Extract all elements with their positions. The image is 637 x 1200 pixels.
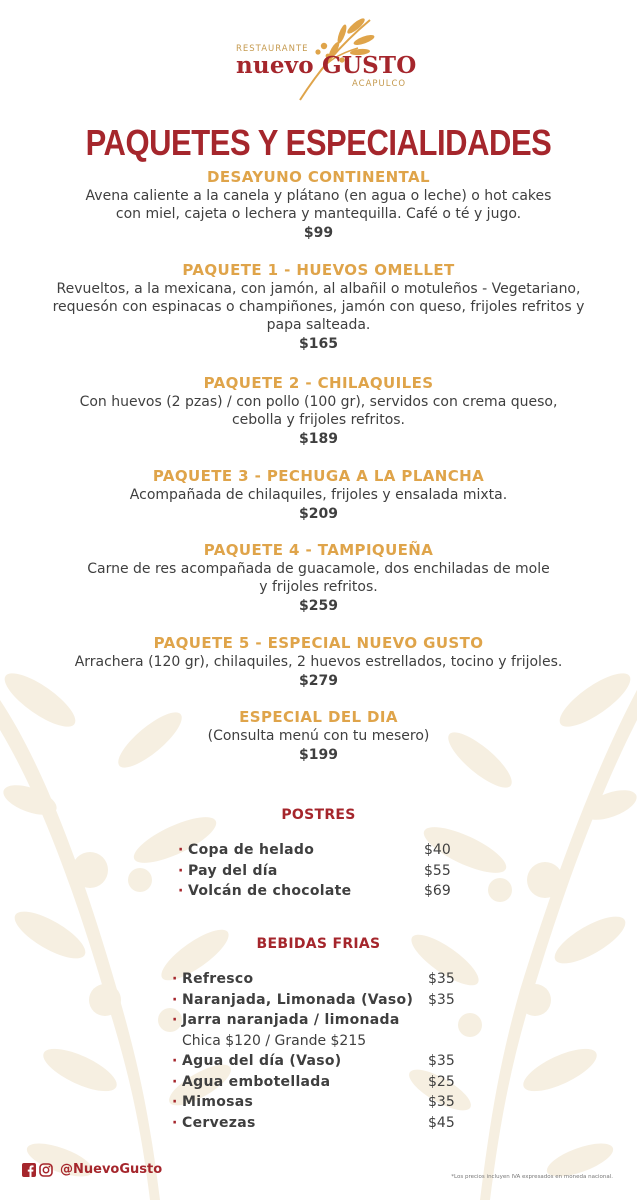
list-item	[172, 969, 472, 990]
package-name: PAQUETE 5 - ESPECIAL NUEVO GUSTO	[153, 634, 484, 652]
package-2-chilaquiles	[40, 374, 597, 449]
package-desc-line: Revueltos, a la mexicana, con jamón, al albañil o motuleños - Vegetariano,	[56, 281, 581, 297]
package-5-especial-nuevo-gusto	[40, 634, 597, 691]
list-item	[172, 1113, 472, 1134]
package-name: PAQUETE 2 - CHILAQUILES	[203, 374, 434, 392]
list-item	[178, 840, 468, 861]
package-description	[40, 653, 597, 671]
list-item	[172, 1051, 472, 1072]
item-label: Jarra naranjada / limonada	[182, 1012, 400, 1028]
item-price: $55	[424, 862, 451, 879]
package-description	[40, 727, 597, 745]
bullet: ·	[172, 1114, 178, 1131]
item-label: Pay del día	[188, 862, 278, 879]
bullet: ·	[172, 1012, 178, 1028]
list-item	[172, 1072, 472, 1093]
bullet: ·	[172, 971, 178, 987]
logo-restaurante-text: RESTAURANTE	[236, 44, 309, 54]
item-price: $35	[428, 1094, 455, 1110]
postres-list	[178, 840, 468, 902]
item-label: Agua embotellada	[182, 1073, 331, 1090]
package-desc-line: y frijoles refritos.	[259, 579, 378, 595]
item-label: Mimosas	[182, 1094, 254, 1110]
list-item	[172, 1010, 472, 1031]
item-price: $35	[428, 971, 455, 987]
page-title: PAQUETES Y ESPECIALIDADES	[85, 122, 552, 163]
package-name: PAQUETE 4 - TAMPIQUEÑA	[203, 541, 434, 559]
bullet: ·	[172, 991, 178, 1008]
instagram-icon[interactable]	[39, 1163, 53, 1177]
item-price: $69	[424, 883, 451, 899]
package-name: PAQUETE 3 - PECHUGA A LA PLANCHA	[152, 467, 485, 485]
bullet: ·	[172, 1094, 178, 1110]
bebidas-section-title: BEBIDAS FRIAS	[256, 936, 381, 952]
bullet: ·	[178, 862, 184, 879]
package-name: DESAYUNO CONTINENTAL	[207, 168, 430, 186]
item-label: Volcán de chocolate	[188, 883, 352, 899]
list-item	[172, 1092, 472, 1113]
logo-acapulco-text: ACAPULCO	[352, 79, 407, 89]
package-3-pechuga-a-la-plancha	[40, 467, 597, 524]
package-desc-line: cebolla y frijoles refritos.	[231, 412, 406, 428]
package-desc-line: Con huevos (2 pzas) / con pollo (100 gr), servidos con crema queso,	[79, 394, 558, 410]
bebidas-list	[172, 969, 472, 1133]
bullet: ·	[178, 883, 184, 899]
list-item	[178, 861, 468, 882]
package-price: $99	[303, 225, 334, 241]
package-price: $259	[299, 598, 338, 614]
package-desc-line: requesón con espinacas o champiñones, jamón con queso, frijoles refritos y	[52, 299, 585, 315]
package-price: $189	[299, 431, 338, 447]
package-desc-line: papa salteada.	[266, 317, 371, 333]
list-item	[172, 990, 472, 1011]
item-price: $35	[428, 1053, 455, 1069]
package-price: $165	[299, 336, 338, 352]
item-label: Naranjada, Limonada (Vaso)	[182, 991, 414, 1008]
package-desc-line: Arrachera (120 gr), chilaquiles, 2 huevos estrellados, tocino y frijoles.	[74, 654, 563, 670]
bullet: ·	[172, 1053, 178, 1069]
item-price: $40	[424, 842, 451, 858]
social-handle[interactable]: @NuevoGusto	[60, 1162, 163, 1177]
jarra-sizes: Chica $120 / Grande $215	[182, 1032, 367, 1049]
item-label: Refresco	[182, 971, 254, 987]
package-especial-del-dia	[40, 708, 597, 765]
item-label: Copa de helado	[188, 842, 315, 858]
package-description	[40, 560, 597, 596]
package-name: ESPECIAL DEL DIA	[239, 708, 398, 726]
item-price: $35	[428, 991, 455, 1008]
package-price: $209	[299, 506, 338, 522]
package-4-tampiquena	[40, 541, 597, 616]
package-description	[40, 187, 597, 223]
bullet: ·	[178, 842, 184, 858]
item-label: Cervezas	[182, 1114, 256, 1131]
package-desc-line: (Consulta menú con tu mesero)	[207, 728, 430, 744]
postres-section-title: POSTRES	[281, 807, 356, 823]
restaurant-logo	[0, 0, 637, 110]
item-price: $45	[428, 1114, 455, 1131]
package-desc-line: con miel, cajeta o lechera y mantequilla. Café o té y jugo.	[115, 206, 522, 222]
facebook-icon[interactable]	[22, 1163, 36, 1177]
bullet: ·	[172, 1073, 178, 1090]
package-desc-line: Carne de res acompañada de guacamole, dos enchiladas de mole	[87, 561, 550, 577]
package-price: $199	[299, 747, 338, 763]
logo-brand-text: nuevo GUSTO	[236, 52, 417, 79]
package-desc-line: Acompañada de chilaquiles, frijoles y ensalada mixta.	[129, 487, 508, 503]
package-desc-line: Avena caliente a la canela y plátano (en agua o leche) o hot cakes	[85, 188, 552, 204]
item-price: $25	[428, 1073, 455, 1090]
package-description	[40, 393, 597, 429]
package-description	[40, 280, 597, 334]
package-desayuno-continental	[40, 168, 597, 243]
item-label: Agua del día (Vaso)	[182, 1053, 342, 1069]
package-description	[40, 486, 597, 504]
package-1-huevos-omellet	[40, 261, 597, 354]
social-footer	[22, 1162, 162, 1177]
list-item	[178, 881, 468, 902]
package-price: $279	[299, 673, 338, 689]
price-note: *Los precios incluyen IVA expresados en moneda nacional.	[451, 1174, 613, 1180]
package-name: PAQUETE 1 - HUEVOS OMELLET	[182, 261, 455, 279]
